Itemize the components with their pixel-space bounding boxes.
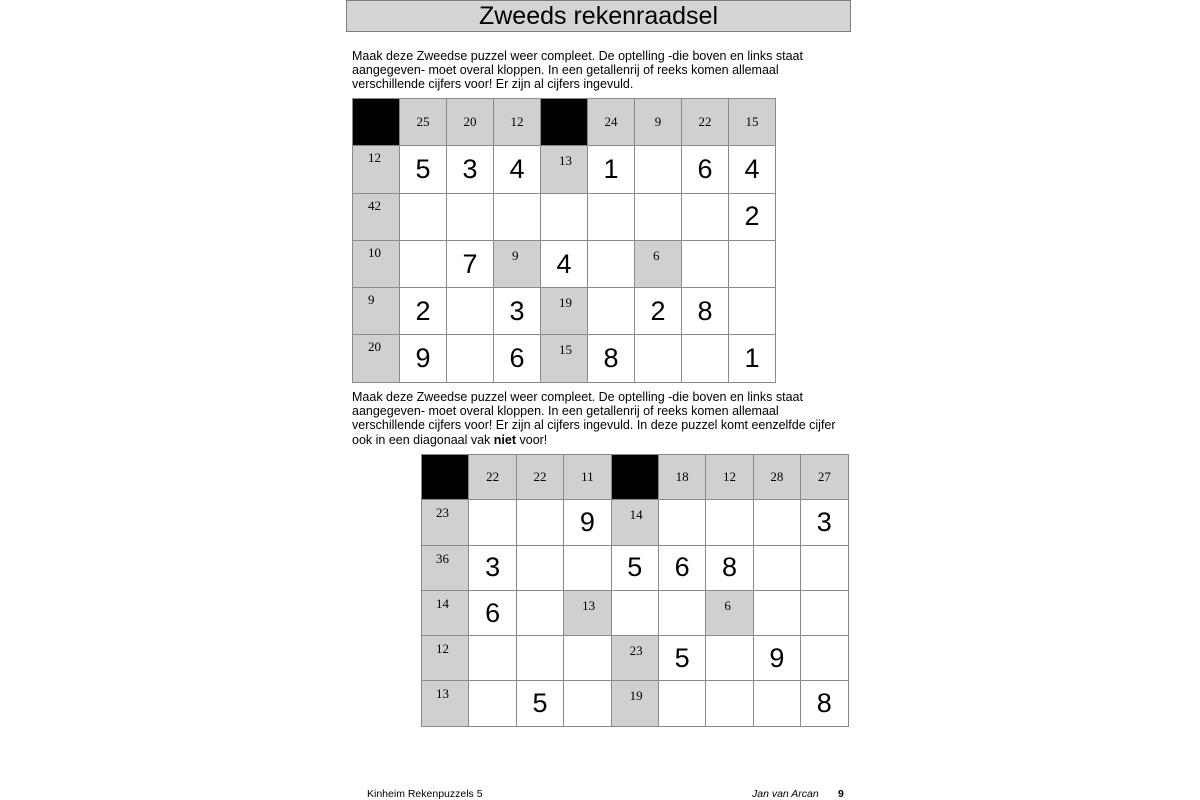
filled-cell[interactable] [635,288,682,335]
cell-digit [588,241,634,287]
cell-digit: 2 [650,295,666,326]
empty-cell[interactable] [682,240,729,287]
grid-row [422,500,849,545]
grid-row [422,590,849,635]
inner-clue-cell [611,681,658,726]
cell-digit: 9 [579,506,595,537]
cell-digit [635,194,681,240]
cell-digit [588,288,634,334]
clue-number: 23 [629,643,643,659]
cell-digit [729,288,775,334]
cell-digit: 5 [415,153,431,184]
empty-cell[interactable] [611,590,658,635]
inner-clue-cell [635,240,682,287]
clue-number: 10 [368,244,381,260]
filled-cell[interactable] [494,146,541,193]
filled-cell[interactable] [447,240,494,287]
row-clue-cell [422,590,469,635]
empty-cell[interactable] [541,193,588,240]
cell-digit [564,681,610,725]
empty-cell[interactable] [447,193,494,240]
cell-digit [635,335,681,381]
filled-cell[interactable] [658,545,705,590]
cell-digit: 1 [603,153,619,184]
filled-cell[interactable] [400,335,447,382]
cell-digit: 4 [556,248,572,279]
column-clue-cell [729,99,776,146]
empty-cell[interactable] [564,545,611,590]
cell-digit [447,335,493,381]
inner-clue-cell [541,146,588,193]
puzzle1-instructions: Maak deze Zweedse puzzel weer compleet. De optelling -die boven en links staat aangegeven- moet overal kloppen. In een getallenrij of reeks komen allemaal verschillende cijfers voor! Er zijn al cijfers ingevuld. [352,49,803,92]
filled-cell[interactable] [611,545,658,590]
filled-cell[interactable] [516,681,563,726]
cell-digit: 8 [697,295,713,326]
column-clue-cell [447,99,494,146]
clue-number: 13 [559,153,572,169]
cell-digit [469,681,515,725]
empty-cell[interactable] [635,335,682,382]
page-title: Zweeds rekenraadsel [478,1,718,30]
cell-digit [706,636,752,680]
cell-digit [469,636,515,680]
column-clue-cell [400,99,447,146]
cell-digit [612,591,658,635]
cell-digit: 9 [415,343,431,374]
cell-digit [754,681,800,725]
clue-number: 13 [582,597,596,613]
filled-cell[interactable] [706,545,753,590]
empty-cell[interactable] [706,500,753,545]
clue-number: 12 [510,114,524,130]
cell-digit: 6 [674,552,690,583]
cell-digit [706,500,752,544]
clue-number: 22 [698,114,712,130]
clue-number: 22 [486,469,500,485]
cell-digit: 3 [816,506,832,537]
empty-cell[interactable] [801,636,848,681]
footer-book-title: Kinheim Rekenpuzzels 5 [367,788,483,800]
empty-cell[interactable] [400,193,447,240]
cell-digit: 5 [674,642,690,673]
footer-page-number: 9 [838,788,844,800]
filled-cell[interactable] [658,636,705,681]
grid-row [353,240,776,287]
inner-clue-cell [611,500,658,545]
empty-cell[interactable] [516,590,563,635]
cell-digit [517,636,563,680]
filled-cell[interactable] [753,636,800,681]
footer-author: Jan van Arcan [752,788,819,800]
row-clue-cell [353,288,400,335]
cell-digit [517,500,563,544]
puzzle2-instructions-text: Maak deze Zweedse puzzel weer compleet. De optelling -die boven en links staat aangegeven- moet overal kloppen. In een getallenrij of reeks komen allemaal verschillende cijfers voor! Er zijn al cijfers ingevuld. In deze puzzel komt eenzelfde cijfer ook in een diagonaal vak [352,390,836,447]
clue-number: 13 [436,686,449,702]
cell-digit [447,288,493,334]
column-clue-cell [635,99,682,146]
clue-number: 14 [629,507,643,523]
row-clue-cell [353,335,400,382]
cell-digit [447,194,493,240]
cell-digit [754,500,800,544]
clue-number: 20 [463,114,477,130]
cell-digit: 4 [509,153,525,184]
black-block-cell [422,455,469,500]
cell-digit [801,636,847,680]
empty-cell[interactable] [469,636,516,681]
puzzle2-instructions-bold: niet [493,432,517,447]
cell-digit [469,500,515,544]
filled-cell[interactable] [494,288,541,335]
cell-digit [754,591,800,635]
empty-cell[interactable] [753,590,800,635]
grid-row [353,288,776,335]
empty-cell[interactable] [729,288,776,335]
cell-digit: 7 [462,248,478,279]
puzzle1-grid [352,98,776,383]
black-block-cell [353,99,400,146]
row-clue-cell [353,146,400,193]
empty-cell[interactable] [635,146,682,193]
cell-digit: 8 [603,343,619,374]
empty-cell[interactable] [564,681,611,726]
cell-digit [706,681,752,725]
empty-cell[interactable] [706,681,753,726]
clue-number: 14 [436,595,449,611]
filled-cell[interactable] [564,500,611,545]
cell-digit [682,335,728,381]
cell-digit: 6 [509,343,525,374]
inner-clue-cell [541,288,588,335]
cell-digit: 3 [485,552,501,583]
empty-cell[interactable] [801,545,848,590]
puzzle2-instructions-end: voor! [516,432,548,447]
cell-digit [659,681,705,725]
row-clue-cell [353,193,400,240]
row-clue-cell [422,500,469,545]
empty-cell[interactable] [682,335,729,382]
filled-cell[interactable] [400,288,447,335]
filled-cell[interactable] [801,681,848,726]
cell-digit [564,636,610,680]
row-clue-cell [422,545,469,590]
grid-row [353,335,776,382]
clue-number: 24 [604,114,618,130]
filled-cell[interactable] [801,500,848,545]
clue-number: 6 [724,597,731,613]
clue-number: 36 [436,550,449,566]
cell-digit: 4 [744,153,760,184]
row-clue-cell [422,636,469,681]
column-clue-cell [516,455,563,500]
cell-digit [517,591,563,635]
grid-row [422,545,849,590]
column-clue-cell [658,455,705,500]
title-bar [346,0,851,32]
puzzle2-grid [421,454,849,727]
empty-cell[interactable] [588,288,635,335]
clue-number: 20 [368,339,381,355]
empty-cell[interactable] [729,240,776,287]
cell-digit: 1 [744,343,760,374]
filled-cell[interactable] [469,590,516,635]
filled-cell[interactable] [541,240,588,287]
clue-number: 12 [368,150,381,166]
empty-cell[interactable] [658,681,705,726]
empty-cell[interactable] [801,590,848,635]
column-clue-cell [753,455,800,500]
clue-number: 12 [436,641,449,657]
column-clue-cell [682,99,729,146]
grid-row [353,146,776,193]
inner-clue-cell [564,590,611,635]
empty-cell[interactable] [682,193,729,240]
empty-cell[interactable] [516,636,563,681]
clue-number: 19 [629,688,643,704]
clue-number: 15 [745,114,759,130]
inner-clue-cell [494,240,541,287]
clue-number: 12 [723,469,737,485]
filled-cell[interactable] [729,335,776,382]
empty-cell[interactable] [447,288,494,335]
empty-cell[interactable] [400,240,447,287]
grid-row [422,636,849,681]
cell-digit [400,194,446,240]
filled-cell[interactable] [469,545,516,590]
empty-cell[interactable] [469,681,516,726]
cell-digit [564,546,610,590]
clue-number: 28 [770,469,784,485]
cell-digit: 9 [769,642,785,673]
cell-digit: 5 [627,552,643,583]
clue-number: 27 [817,469,831,485]
inner-clue-cell [611,636,658,681]
empty-cell[interactable] [516,500,563,545]
filled-cell[interactable] [682,146,729,193]
filled-cell[interactable] [447,146,494,193]
filled-cell[interactable] [494,335,541,382]
cell-digit [682,194,728,240]
filled-cell[interactable] [588,146,635,193]
empty-cell[interactable] [706,636,753,681]
grid-row [353,99,776,146]
cell-digit [659,500,705,544]
cell-digit [635,146,681,192]
filled-cell[interactable] [729,146,776,193]
cell-digit: 6 [485,597,501,628]
clue-number: 19 [559,295,572,311]
empty-cell[interactable] [753,681,800,726]
empty-cell[interactable] [494,193,541,240]
empty-cell[interactable] [753,500,800,545]
cell-digit [400,241,446,287]
cell-digit: 2 [744,201,760,232]
empty-cell[interactable] [588,240,635,287]
black-block-cell [611,455,658,500]
column-clue-cell [494,99,541,146]
black-block-cell [541,99,588,146]
clue-number: 9 [368,292,375,308]
cell-digit: 3 [509,295,525,326]
empty-cell[interactable] [588,193,635,240]
cell-digit: 2 [415,295,431,326]
grid-row [353,193,776,240]
clue-number: 23 [436,505,449,521]
cell-digit [588,194,634,240]
column-clue-cell [706,455,753,500]
cell-digit: 5 [532,688,548,719]
empty-cell[interactable] [658,500,705,545]
clue-number: 22 [533,469,547,485]
cell-digit: 6 [697,153,713,184]
column-clue-cell [469,455,516,500]
cell-digit [729,241,775,287]
filled-cell[interactable] [682,288,729,335]
cell-digit [494,194,540,240]
filled-cell[interactable] [400,146,447,193]
empty-cell[interactable] [753,545,800,590]
row-clue-cell [422,681,469,726]
column-clue-cell [588,99,635,146]
cell-digit [541,194,587,240]
inner-clue-cell [706,590,753,635]
clue-number: 42 [368,197,381,213]
clue-number: 6 [653,247,660,263]
inner-clue-cell [541,335,588,382]
cell-digit: 8 [816,688,832,719]
clue-number: 25 [416,114,430,130]
grid-row [422,681,849,726]
empty-cell[interactable] [564,636,611,681]
empty-cell[interactable] [635,193,682,240]
empty-cell[interactable] [469,500,516,545]
grid-row [422,455,849,500]
puzzle2-instructions [352,390,842,447]
empty-cell[interactable] [658,590,705,635]
clue-number: 15 [559,342,572,358]
cell-digit: 8 [722,552,738,583]
cell-digit [801,546,847,590]
clue-number: 9 [512,247,519,263]
cell-digit: 3 [462,153,478,184]
cell-digit [517,546,563,590]
cell-digit [801,591,847,635]
filled-cell[interactable] [729,193,776,240]
empty-cell[interactable] [447,335,494,382]
empty-cell[interactable] [516,545,563,590]
filled-cell[interactable] [588,335,635,382]
clue-number: 9 [654,114,662,130]
cell-digit [754,546,800,590]
clue-number: 11 [581,469,594,485]
cell-digit [682,241,728,287]
column-clue-cell [801,455,848,500]
column-clue-cell [564,455,611,500]
row-clue-cell [353,240,400,287]
cell-digit [659,591,705,635]
clue-number: 18 [675,469,689,485]
